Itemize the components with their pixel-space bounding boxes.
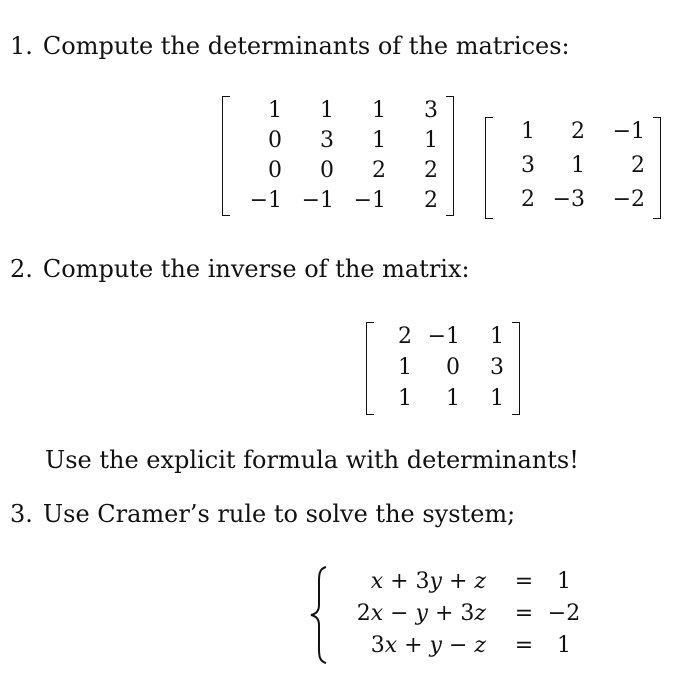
problem-1-statement [10,34,570,58]
matrix-cell: −1 [301,188,334,213]
matrix-cell: 0 [268,128,282,153]
matrix-cell: 0 [320,158,334,183]
right-bracket [653,117,661,219]
equation-rhs: 1 [557,632,571,658]
matrix-cell: 3 [320,128,334,153]
matrix-cell: −1 [249,188,282,213]
matrix-cell: 1 [398,386,412,411]
matrix-cell: 2 [398,324,412,349]
matrix-cell: −1 [612,119,645,144]
equation-rhs: 1 [557,568,571,594]
problem-1-number: 1. [10,32,33,60]
left-bracket [485,117,493,219]
equation-lhs: 3x + y − z [370,632,486,658]
equation-lhs: 2x − y + 3z [356,600,486,626]
problem-1-text: Compute the determinants of the matrices: [42,32,570,60]
matrix-cell: 1 [424,128,438,153]
matrix-cell: 0 [268,158,282,183]
matrix-cell: −3 [552,187,585,212]
matrix-cell: 1 [320,98,334,123]
matrix-cell: 2 [424,188,438,213]
matrix-cell: 1 [446,386,460,411]
matrix-cell: 2 [372,158,386,183]
matrix-cell: 1 [372,98,386,123]
equation-row-1 [328,565,598,597]
matrix-3x3-determinant [497,117,649,219]
matrix-3x3-inverse [378,322,508,415]
equals-sign: = [514,568,534,594]
matrix-cell: 2 [424,158,438,183]
left-bracket [222,96,230,216]
problem-3-statement [10,502,515,526]
matrix-cell: 2 [571,119,585,144]
problem-2-number: 2. [10,255,33,283]
equals-sign: = [514,600,534,626]
equation-row-3 [328,629,598,661]
problem-3-text: Use Cramer’s rule to solve the system; [42,500,516,528]
problem-3-number: 3. [10,500,33,528]
equation-rhs: −2 [547,600,581,626]
matrix-cell: 1 [521,119,535,144]
right-bracket [512,322,520,415]
matrix-cell: 1 [490,324,504,349]
problem-2-statement [10,257,470,281]
equation-row-2 [328,597,598,629]
matrix-cell: 1 [372,128,386,153]
equation-system [308,565,608,665]
matrix-cell: −1 [353,188,386,213]
matrix-cell: −2 [612,187,645,212]
matrix-cell: 1 [268,98,282,123]
matrix-4x4 [234,96,442,216]
matrix-cell: 2 [631,153,645,178]
matrix-cell: 3 [521,153,535,178]
equals-sign: = [514,632,534,658]
left-brace-icon [308,565,330,665]
problem-2-note: Use the explicit formula with determinants! [45,446,579,474]
matrix-cell: 1 [571,153,585,178]
matrix-cell: 2 [521,187,535,212]
matrix-cell: 3 [490,355,504,380]
problem-2-text: Compute the inverse of the matrix: [42,255,470,283]
left-bracket [366,322,374,415]
matrix-cell: −1 [427,324,460,349]
matrix-cell: 0 [446,355,460,380]
matrix-cell: 3 [424,98,438,123]
right-bracket [446,96,454,216]
equation-lhs: x + 3y + z [370,568,486,594]
matrix-cell: 1 [398,355,412,380]
matrix-cell: 1 [490,386,504,411]
